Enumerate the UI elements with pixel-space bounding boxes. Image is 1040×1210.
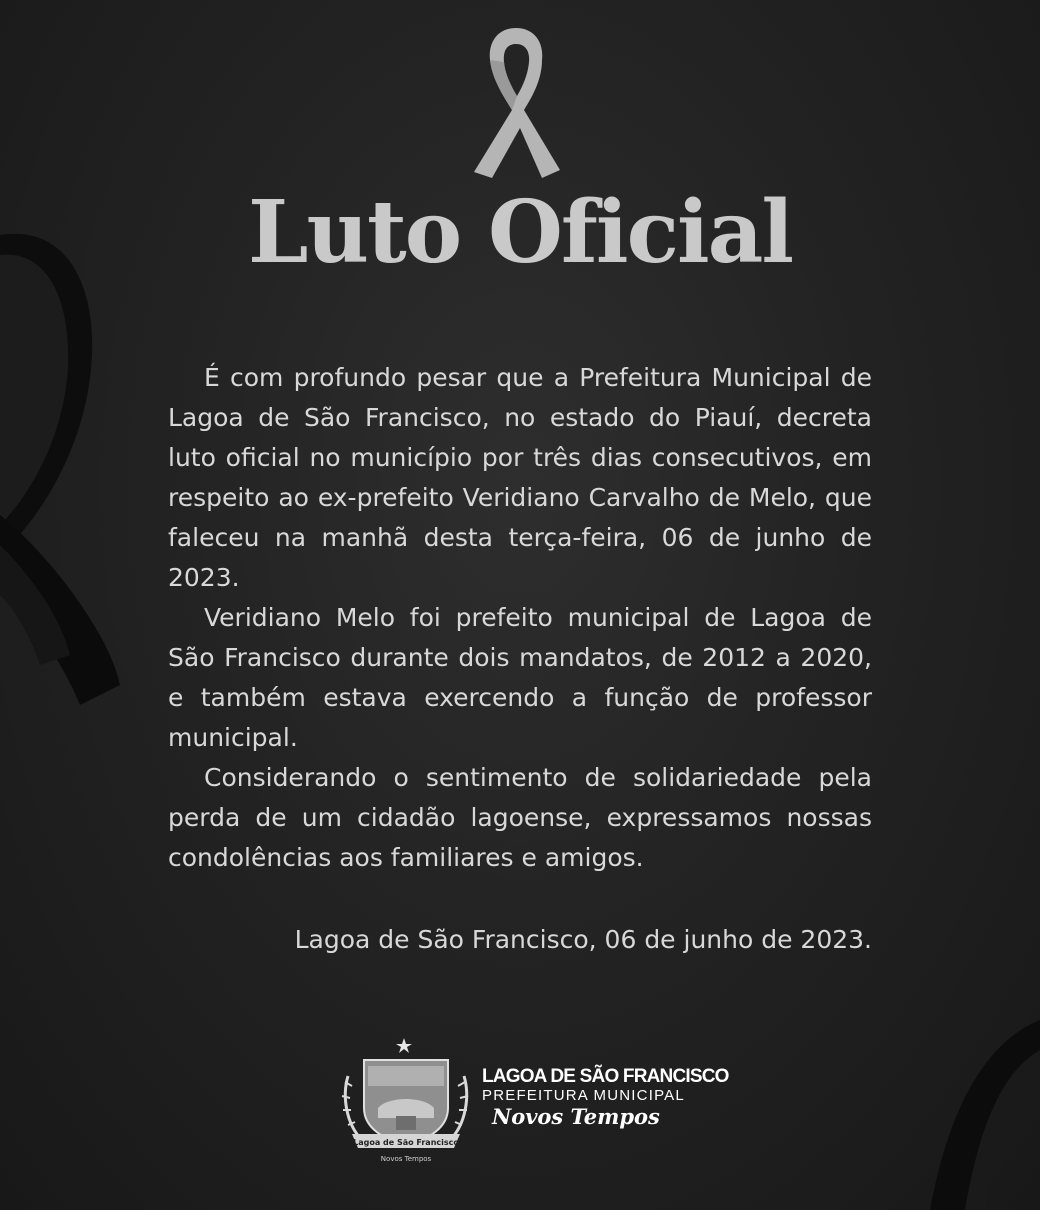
black-ribbon-decoration-right	[910, 1010, 1040, 1210]
notice-body	[168, 358, 872, 878]
logo-text	[482, 1066, 729, 1130]
logo-subtitle: PREFEITURA MUNICIPAL	[482, 1087, 685, 1104]
municipal-seal-icon	[338, 1036, 474, 1166]
paragraph-biography: Veridiano Melo foi prefeito municipal de Lagoa de São Francisco durante dois mandatos, de 2012 a 2020, e também estava exercendo a função de professor municipal.	[168, 603, 872, 752]
svg-text:Lagoa de São Francisco: Lagoa de São Francisco	[353, 1138, 459, 1147]
paragraph-condolences: Considerando o sentimento de solidariedade pela perda de um cidadão lagoense, expressamos nossas condolências aos familiares e amigos.	[168, 763, 872, 872]
svg-text:Novos Tempos: Novos Tempos	[380, 1155, 432, 1163]
paragraph-announcement: É com profundo pesar que a Prefeitura Municipal de Lagoa de São Francisco, no estado do Piauí, decreta luto oficial no município por três dias consecutivos, em respeito ao ex-prefeito Veridiano Carvalho de Melo, que faleceu na manhã desta terça-feira, 06 de junho de 2023.	[168, 363, 872, 592]
place-date-line: Lagoa de São Francisco, 06 de junho de 2023.	[294, 925, 872, 954]
logo-slogan: Novos Tempos	[492, 1104, 660, 1129]
prefeitura-logo	[338, 1036, 729, 1166]
black-ribbon-decoration-left	[0, 215, 140, 715]
awareness-ribbon-icon	[468, 24, 564, 182]
logo-city-name: LAGOA DE SÃO FRANCISCO	[482, 1066, 729, 1087]
page-title: Luto Oficial	[247, 182, 793, 283]
